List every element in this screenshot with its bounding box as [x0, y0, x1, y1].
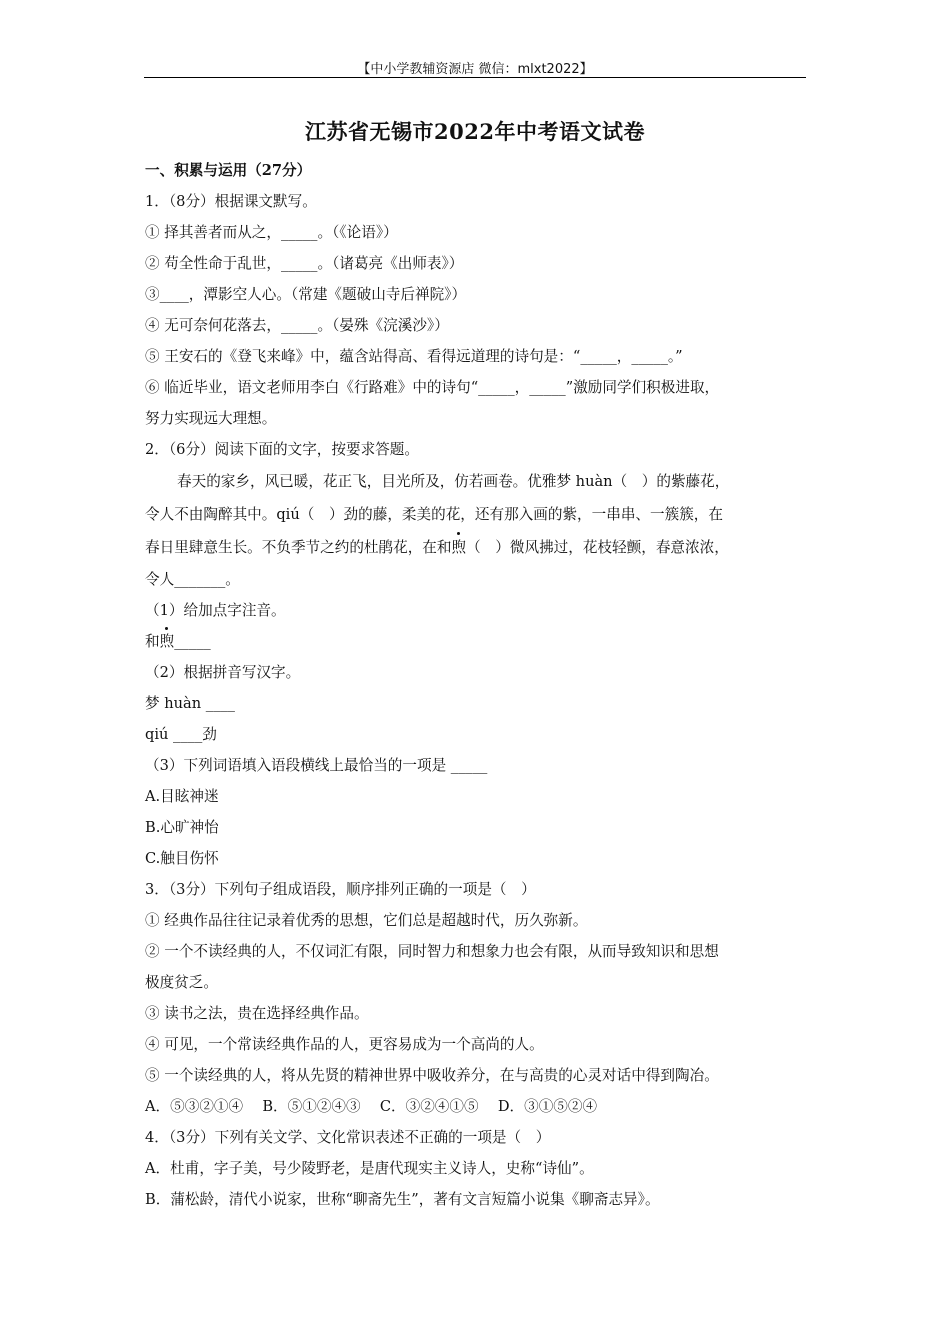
question-3-item: ③ 读书之法，贵在选择经典作品。	[145, 1005, 369, 1022]
question-1-item: ⑥ 临近毕业，语文老师用李白《行路难》中的诗句“_____，_____”激励同学们积极进取，	[145, 379, 720, 396]
option-item: C.触目伤怀	[145, 850, 219, 867]
answer-blank: _____	[174, 633, 211, 650]
question-3-item: ④ 可见，一个常读经典作品的人，更容易成为一个高尚的人。	[145, 1036, 544, 1053]
option-item: A．杜甫，字子美，号少陵野老，是唐代现实主义诗人，史称“诗仙”。	[145, 1160, 594, 1177]
question-1-item: 努力实现远大理想。	[145, 410, 277, 427]
question-3-item: ⑤ 一个读经典的人，将从先贤的精神世界中吸收养分，在与高贵的心灵对话中得到陶冶。	[145, 1067, 719, 1084]
header-divider	[144, 77, 806, 78]
passage-line: 令人不由陶醉其中。qiú（ ）劲的藤，柔美的花，还有那入画的紫，一串串、一簇簇，在	[145, 506, 723, 523]
option-item: A.目眩神迷	[145, 788, 219, 805]
question-1-stem: 1．（8分）根据课文默写。	[145, 193, 317, 210]
question-3-item: ② 一个不读经典的人，不仅词汇有限，同时智力和想象力也会有限，从而导致知识和思想	[145, 943, 719, 960]
passage-line: 春天的家乡，风已暖，花正飞，目光所及，仿若画卷。优雅梦 huàn（ ）的紫藤花，	[177, 473, 730, 490]
passage-text: 春日里肆意生长。不负季节之约的杜鹃花，在和	[145, 539, 452, 556]
sub-question-label: （1）给加点字注音。	[145, 602, 286, 619]
question-1-item: ④ 无可奈何花落去，_____。（晏殊《浣溪沙》）	[145, 317, 449, 334]
question-2-stem: 2．（6分）阅读下面的文字，按要求答题。	[145, 441, 419, 458]
dotted-character: 煦	[451, 531, 466, 564]
question-1-item: ③____，潭影空人心。（常建《题破山寺后禅院》）	[145, 286, 467, 303]
question-4-stem: 4．（3分）下列有关文学、文化常识表述不正确的一项是（ ）	[145, 1129, 551, 1146]
sub-question-answer: qiú ____劲	[145, 726, 217, 743]
section-title: 一、积累与运用（27分）	[145, 162, 312, 179]
dotted-character: 煦	[160, 626, 175, 657]
sub-question-answer	[145, 626, 815, 657]
exam-title: 江苏省无锡市2022年中考语文试卷	[305, 119, 645, 144]
question-3-options: A．⑤③②①④ B．⑤①②④③ C．③②④①⑤ D．③①⑤②④	[145, 1098, 598, 1115]
answer-text: 和	[145, 633, 160, 650]
sub-question-label: （2）根据拼音写汉字。	[145, 664, 301, 681]
option-item: B．蒲松龄，清代小说家，世称“聊斋先生”，著有文言短篇小说集《聊斋志异》。	[145, 1191, 660, 1208]
question-1-item: ② 苟全性命于乱世，_____。（诸葛亮《出师表》）	[145, 255, 464, 272]
passage-line	[145, 531, 815, 564]
question-3-stem: 3．（3分）下列句子组成语段，顺序排列正确的一项是（ ）	[145, 881, 536, 898]
sub-question-label: （3）下列词语填入语段横线上最恰当的一项是 _____	[145, 757, 488, 774]
exam-content	[145, 155, 815, 1215]
page-header: 【中小学教辅资源店 微信：mlxt2022】	[357, 62, 593, 77]
question-3-item: 极度贫乏。	[145, 974, 218, 991]
option-item: B.心旷神怡	[145, 819, 219, 836]
sub-question-answer: 梦 huàn ____	[145, 695, 235, 712]
passage-text: （ ）微风拂过，花枝轻颤，春意浓浓，	[466, 539, 729, 556]
question-1-item: ⑤ 王安石的《登飞来峰》中，蕴含站得高、看得远道理的诗句是：“_____，_____。”	[145, 348, 683, 365]
question-1-item: ① 择其善者而从之，_____。（《论语》）	[145, 224, 398, 241]
passage-line: 令人_______。	[145, 571, 240, 588]
question-3-item: ① 经典作品往往记录着优秀的思想，它们总是超越时代，历久弥新。	[145, 912, 588, 929]
